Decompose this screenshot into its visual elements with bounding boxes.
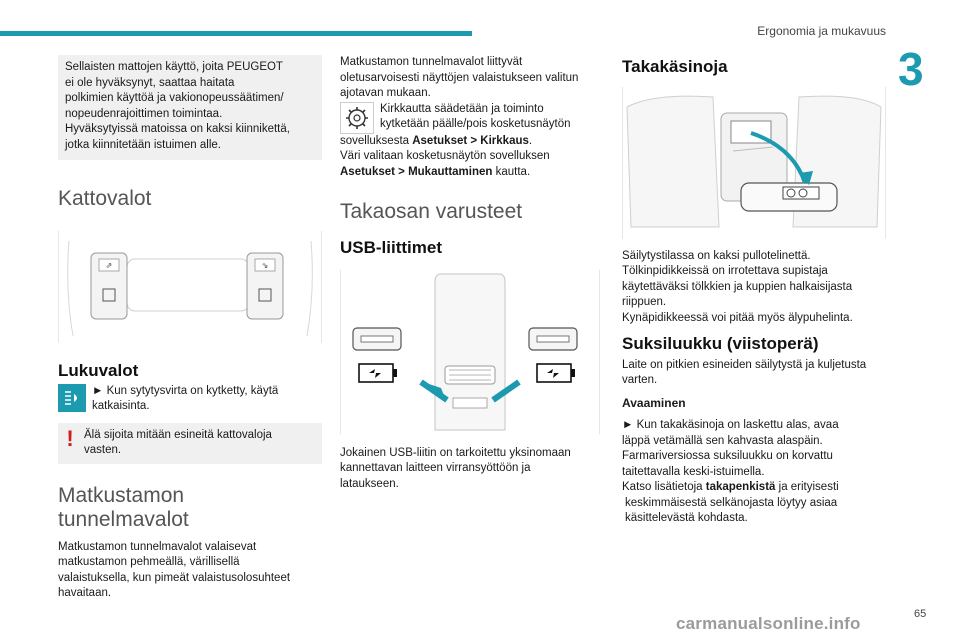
sovellus-line: [340, 134, 598, 150]
katso-cont-line: käsittelevästä kohdasta.: [625, 512, 748, 524]
note-line: jotka kiinnitetään istuimen alle.: [65, 138, 221, 151]
usb-paragraph: [340, 446, 598, 493]
chapter-number: 3: [898, 43, 924, 95]
takakasinoja-line: riippuen.: [622, 296, 667, 308]
tunnelmavalot-heading: [58, 484, 322, 532]
katso-text: Katso lisätietoja: [622, 481, 706, 493]
armrest-illustration: [622, 87, 886, 239]
reading-light-icon: [58, 384, 86, 412]
note-line: Sellaisten mattojen käyttö, joita PEUGEOT: [65, 61, 283, 73]
intro-line: oletusarvoisesti näyttöjen valaistukseen valitun: [340, 71, 579, 84]
takakasinoja-heading: Takakäsinoja: [622, 57, 728, 76]
usb-line: lataukseen.: [340, 477, 399, 490]
suksi-line: varten.: [622, 374, 658, 386]
svg-text:⇗: ⇗: [105, 261, 113, 270]
takakasinoja-line: Kynäpidikkeessä voi pitää myös älypuhelinta.: [622, 311, 853, 324]
suksi-line: Laite on pitkien esineiden säilytystä ja kuljetusta: [622, 358, 867, 371]
intro-line: ajotavan mukaan.: [340, 87, 431, 99]
watermark-text: carmanualsonline.info: [676, 614, 861, 633]
lukuvalot-line: katkaisinta.: [92, 400, 150, 412]
rear-seat-reference: takapenkistä: [705, 481, 776, 493]
tunnel-title-line: Matkustamon: [58, 483, 185, 507]
column-3: [622, 55, 884, 527]
brightness-path: Asetukset > Kirkkaus: [412, 134, 529, 147]
column-2: [340, 55, 598, 492]
lukuvalot-heading: Lukuvalot: [58, 361, 139, 380]
settings-gear-icon: [340, 102, 374, 134]
tunnel-line: Matkustamon tunnelmavalot valaisevat: [58, 540, 257, 553]
tunnel-line: havaitaan.: [58, 587, 112, 599]
lukuvalot-instruction: [58, 384, 322, 415]
note-line: ei ole hyväksynyt, saattaa haitata: [65, 76, 235, 89]
usb-heading: USB-liittimet: [340, 238, 442, 257]
mukauttaminen-line: [340, 165, 598, 181]
takakasinoja-line: Säilytystilassa on kaksi pullotelinettä.: [622, 249, 811, 262]
kattovalot-heading: Kattovalot: [58, 187, 152, 210]
takakasinoja-line: Tölkinpidikkeissä on irrotettava supistaja: [622, 265, 828, 277]
column-1: [58, 55, 322, 602]
tunnel-line: valaistuksella, kun pimeät valaistusolosuhteet: [58, 571, 291, 584]
customize-path: Asetukset > Mukauttaminen: [340, 165, 493, 178]
avaaminen-line: läppä vetämällä sen kahvasta alaspäin.: [622, 434, 823, 447]
katso-cont-line: keskimmäisestä selkänojasta löytyy asiaa: [625, 496, 838, 509]
avaaminen-line: taitettavalla keski-istuimella.: [622, 465, 765, 478]
page-number: 65: [914, 608, 927, 620]
tunnel-intro: [340, 55, 598, 102]
tunnel-line: matkustamon pehmeällä, värillisellä: [58, 556, 240, 568]
usb-drawing: [341, 270, 599, 434]
mukauttaminen-end: kautta.: [492, 165, 531, 178]
avaaminen-heading: Avaaminen: [622, 395, 686, 410]
warning-line: vasten.: [84, 444, 122, 456]
takakasinoja-line: käytettäväksi tölkkien ja kuppien halkaisijasta: [622, 280, 853, 293]
warning-line: Älä sijoita mitään esineitä kattovaloja: [84, 428, 272, 441]
avaaminen-line: Farmariversiossa suksiluukku on korvattu: [622, 450, 833, 462]
gear-line: Kirkkautta säädetään ja toiminto: [380, 102, 544, 115]
suksiluukku-heading: Suksiluukku (viistoperä): [622, 334, 819, 353]
note-line: polkimien käyttöä ja vakionopeussäätimen/: [65, 92, 284, 104]
vari-line: Väri valitaan kosketusnäytön sovelluksen: [340, 150, 550, 162]
roof-light-illustration: [58, 231, 322, 343]
tunnel-title-line: tunnelmavalot: [58, 507, 189, 531]
warning-icon: !: [66, 425, 74, 451]
svg-text:⇘: ⇘: [261, 261, 269, 270]
mats-note: [58, 55, 322, 160]
katso-end: ja erityisesti: [775, 481, 839, 493]
brightness-instruction: [340, 102, 598, 134]
usb-line: Jokainen USB-liitin on tarkoitettu yksinomaan: [340, 446, 571, 459]
section-title: Ergonomia ja mukavuus: [757, 24, 886, 38]
note-line: nopeudenrajoittimen toimintaa.: [65, 107, 223, 120]
gear-line: kytketään päälle/pois kosketusnäytön: [380, 118, 571, 130]
katso-line: [622, 480, 884, 496]
tunnel-paragraph: [58, 540, 322, 602]
usb-illustration: [340, 270, 600, 434]
sovellus-end: .: [528, 134, 533, 147]
avaaminen-line: ► Kun takakäsinoja on laskettu alas, avaa: [622, 419, 839, 431]
armrest-drawing: [623, 87, 885, 239]
header-accent-bar: [0, 31, 472, 36]
suksi-paragraph: [622, 358, 884, 389]
roof-light-warning: [58, 423, 322, 464]
reading-light-glyph: [62, 388, 82, 408]
sovellus-text: sovelluksesta: [340, 134, 413, 147]
lukuvalot-line: ► Kun sytytysvirta on kytketty, käytä: [92, 384, 279, 397]
takaosan-heading: Takaosan varusteet: [340, 200, 523, 223]
usb-line: kannettavan laitteen virransyöttöön ja: [340, 462, 531, 474]
roof-light-drawing: [59, 231, 321, 343]
note-line: Hyväksytyissä matoissa on kaksi kiinnikettä,: [65, 123, 290, 135]
avaaminen-paragraph: [622, 418, 884, 527]
takakasinoja-paragraph: [622, 249, 884, 327]
intro-line: Matkustamon tunnelmavalot liittyvät: [340, 56, 523, 68]
